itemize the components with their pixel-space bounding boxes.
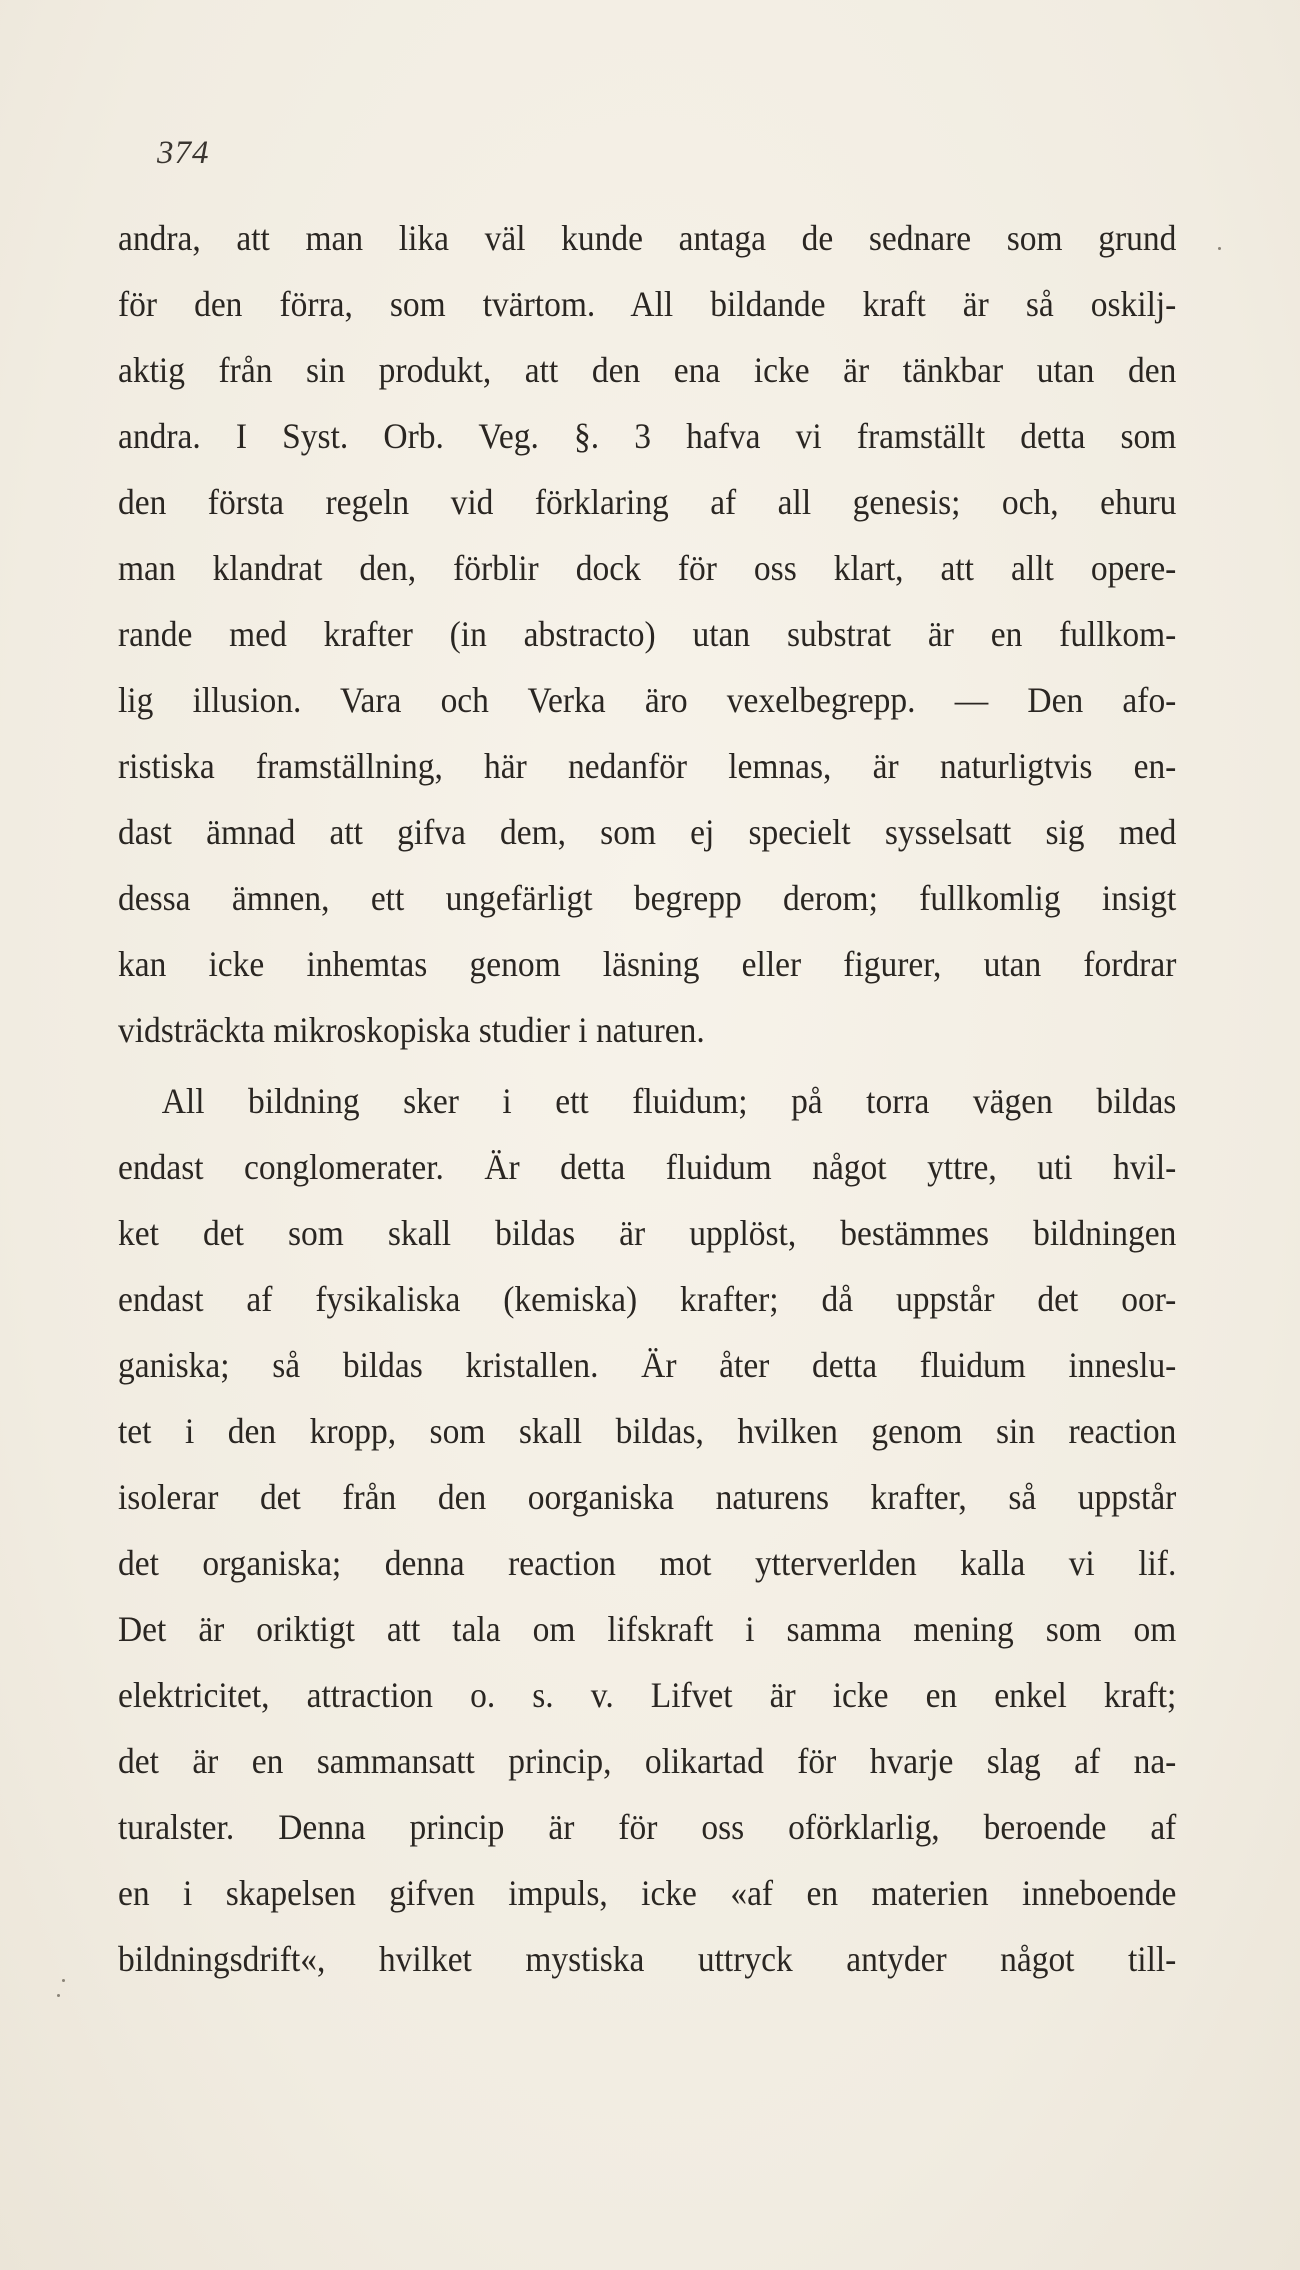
text-line: turalster. Denna princip är för oss oförklarlig, beroende af: [118, 1807, 1177, 1847]
text-line: dessa ämnen, ett ungefärligt begrepp derom; fullkomlig insigt: [118, 878, 1177, 918]
text-line: endast af fysikaliska (kemiska) krafter; då uppstår det oor-: [118, 1279, 1177, 1319]
text-line: aktig från sin produkt, att den ena icke är tänkbar utan den: [118, 350, 1177, 390]
paper-speck: [62, 1979, 65, 1982]
text-line: andra. I Syst. Orb. Veg. §. 3 hafva vi framställt detta som: [118, 416, 1177, 456]
paragraph-2: [118, 1068, 1176, 1992]
text-line: andra, att man lika väl kunde antaga de sednare som grund: [118, 218, 1177, 258]
text-line: kan icke inhemtas genom läsning eller figurer, utan fordrar: [118, 944, 1177, 984]
text-line: tet i den kropp, som skall bildas, hvilken genom sin reaction: [118, 1411, 1177, 1451]
text-line: ganiska; så bildas kristallen. Är åter detta fluidum inneslu-: [118, 1345, 1177, 1385]
text-line: All bildning sker i ett fluidum; på torra vägen bildas: [161, 1081, 1177, 1121]
text-line: den första regeln vid förklaring af all genesis; och, ehuru: [118, 482, 1177, 522]
text-line: rande med krafter (in abstracto) utan substrat är en fullkom-: [118, 614, 1177, 654]
body-text: [118, 205, 1176, 1992]
paper-speck: [57, 1994, 60, 1997]
text-line: bildningsdrift«, hvilket mystiska uttryck antyder något till-: [118, 1939, 1177, 1979]
text-line: ristiska framställning, här nedanför lemnas, är naturligtvis en-: [118, 746, 1177, 786]
text-line: Det är oriktigt att tala om lifskraft i samma mening som om: [118, 1609, 1177, 1649]
text-line: vidsträckta mikroskopiska studier i naturen.: [118, 1010, 705, 1050]
text-line: en i skapelsen gifven impuls, icke «af en materien inneboende: [118, 1873, 1177, 1913]
text-line: isolerar det från den oorganiska naturens krafter, så uppstår: [118, 1477, 1177, 1517]
text-line: ket det som skall bildas är upplöst, bestämmes bildningen: [118, 1213, 1177, 1253]
text-line: man klandrat den, förblir dock för oss klart, att allt opere-: [118, 548, 1177, 588]
text-line: dast ämnad att gifva dem, som ej specielt sysselsatt sig med: [118, 812, 1177, 852]
text-line: lig illusion. Vara och Verka äro vexelbegrepp. — Den afo-: [118, 680, 1177, 720]
text-line: det är en sammansatt princip, olikartad för hvarje slag af na-: [118, 1741, 1177, 1781]
text-line: endast conglomerater. Är detta fluidum något yttre, uti hvil-: [118, 1147, 1177, 1187]
paragraph-1: [118, 205, 1176, 1063]
text-line: elektricitet, attraction o. s. v. Lifvet är icke en enkel kraft;: [118, 1675, 1177, 1715]
text-line: det organiska; denna reaction mot ytterverlden kalla vi lif.: [118, 1543, 1177, 1583]
text-line: för den förra, som tvärtom. All bildande kraft är så oskilj-: [118, 284, 1177, 324]
paper-speck: [1218, 247, 1221, 250]
page-number: 374: [157, 135, 210, 171]
